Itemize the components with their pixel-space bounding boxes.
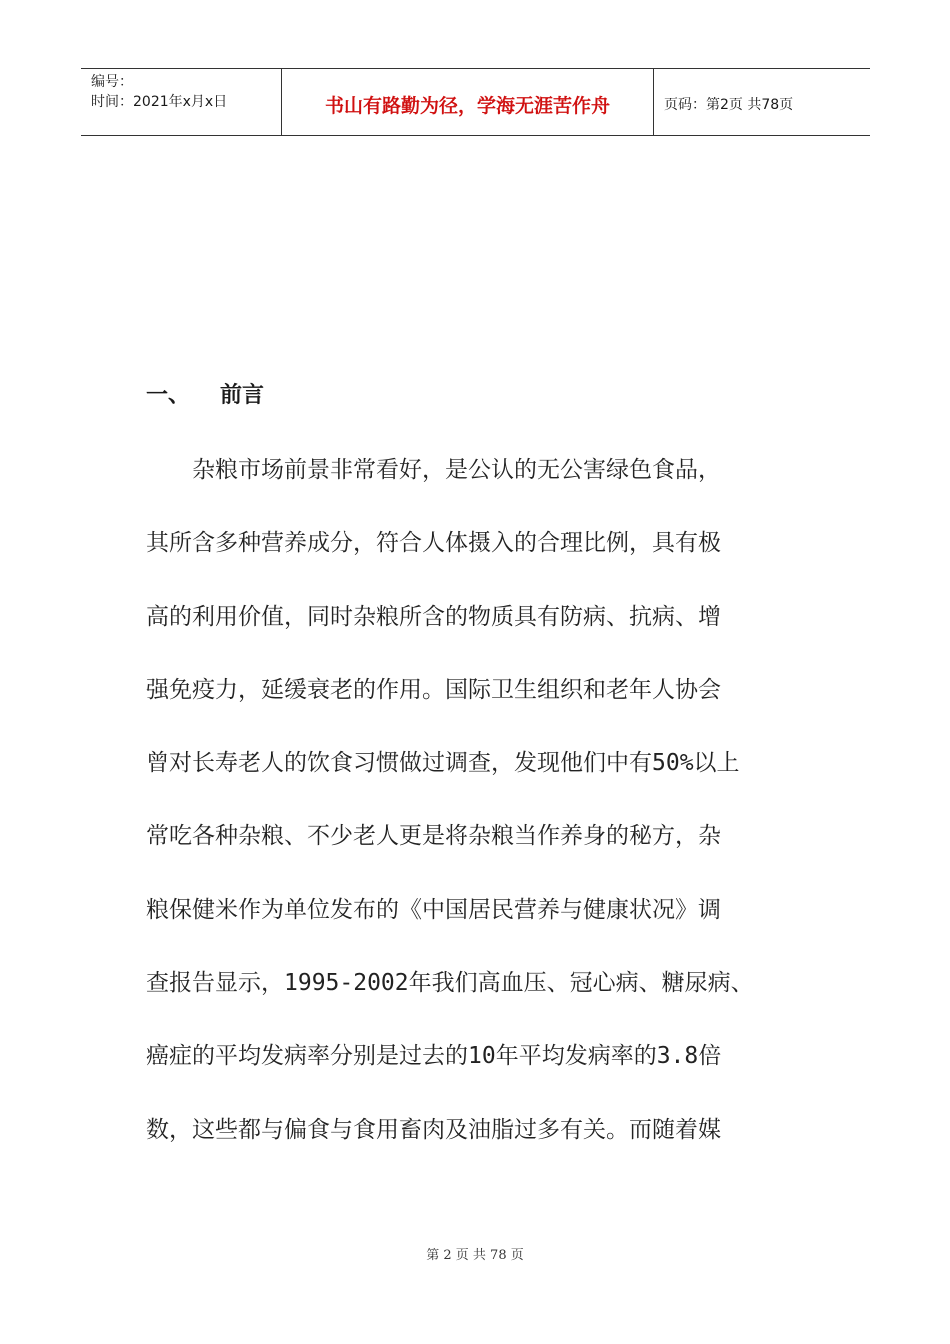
paragraph-line: 高的利用价值，同时杂粮所含的物质具有防病、抗病、增 <box>146 603 721 630</box>
header-meta-cell <box>81 69 282 135</box>
paragraph-line: 强免疫力，延缓衰老的作用。国际卫生组织和老年人协会 <box>146 676 721 703</box>
section-number: 一、 <box>146 383 191 408</box>
paragraph-line: 常吃各种杂粮、不少老人更是将杂粮当作养身的秘方，杂 <box>146 823 721 850</box>
paragraph-line: 杂粮市场前景非常看好，是公认的无公害绿色食品， <box>192 457 721 483</box>
document-number-label: 编号： <box>91 74 133 90</box>
section-heading <box>146 378 264 409</box>
document-date: 时间：2021年x月x日 <box>91 94 228 110</box>
paragraph-line: 数，这些都与偏食与食用畜肉及油脂过多有关。而随着媒 <box>146 1116 721 1143</box>
paragraph-line: 查报告显示，1995-2002年我们高血压、冠心病、糖尿病、 <box>146 970 754 997</box>
document-header <box>81 68 870 136</box>
header-page-info: 页码：第2页 共78页 <box>664 97 794 113</box>
paragraph-line: 曾对长寿老人的饮食习惯做过调查，发现他们中有50%以上 <box>146 750 740 777</box>
header-motto: 书山有路勤为径，学海无涯苦作舟 <box>282 69 654 135</box>
page-footer: 第 2 页 共 78 页 <box>426 1248 524 1263</box>
body-paragraph <box>146 440 806 1173</box>
section-title: 前言 <box>220 383 265 408</box>
paragraph-line: 粮保健米作为单位发布的《中国居民营养与健康状况》调 <box>146 896 721 923</box>
paragraph-line: 其所含多种营养成分，符合人体摄入的合理比例，具有极 <box>146 530 721 557</box>
paragraph-line: 癌症的平均发病率分别是过去的10年平均发病率的3.8倍 <box>146 1043 722 1070</box>
